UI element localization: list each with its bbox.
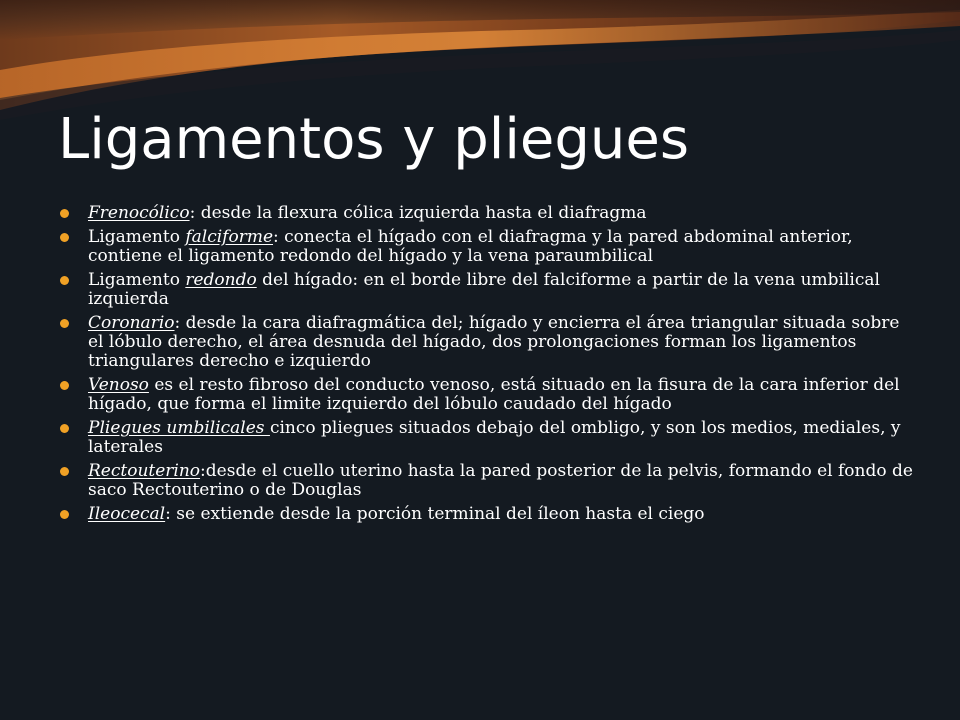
bullet-term: Pliegues umbilicales [88,418,270,438]
bullet-prefix: Ligamento [88,270,186,290]
orange-circle-bullet-icon [60,209,69,218]
bullet-list [60,204,920,529]
orange-circle-bullet-icon [60,424,69,433]
orange-circle-bullet-icon [60,233,69,242]
bullet-item-rectouterino [60,462,920,500]
orange-circle-bullet-icon [60,510,69,519]
bullet-text: : se extiende desde la porción terminal del íleon hasta el ciego [165,504,705,524]
bullet-item-falciforme [60,228,920,266]
bullet-term: Frenocólico [88,203,190,223]
bullet-item-pliegues-umbilicales [60,419,920,457]
orange-circle-bullet-icon [60,467,69,476]
bullet-term: redondo [185,270,257,290]
bullet-prefix: Ligamento [88,227,186,247]
bullet-text: cinco pliegues situados debajo del ombligo, y son los medios, mediales, y laterales [88,418,901,457]
orange-circle-bullet-icon [60,276,69,285]
bullet-term: Ileocecal [88,504,166,524]
bullet-text: del hígado: en el borde libre del falciforme a partir de la vena umbilical izquierda [88,270,880,309]
bullet-item-ileocecal [60,505,920,524]
bullet-item-venoso [60,376,920,414]
bullet-term: falciforme [185,227,273,247]
orange-circle-bullet-icon [60,319,69,328]
bullet-text: : conecta el hígado con el diafragma y la pared abdominal anterior, contiene el ligamento redondo del hígado y la vena paraumbilical [88,227,853,266]
slide-title: Ligamentos y pliegues [58,107,690,172]
bullet-text: es el resto fibroso del conducto venoso, está situado en la fisura de la cara inferior del hígado, que forma el limite izquierdo del lóbulo caudado del hígado [88,375,900,414]
bullet-text: : desde la cara diafragmática del; hígado y encierra el área triangular situada sobre el lóbulo derecho, el área desnuda del hígado, dos prolongaciones forman los ligamentos triangulares derecho e izquierdo [88,313,900,371]
bullet-item-frenocolico [60,204,920,223]
bullet-item-redondo [60,271,920,309]
bullet-text: :desde el cuello uterino hasta la pared posterior de la pelvis, formando el fondo de saco Rectouterino o de Douglas [88,461,913,500]
bullet-term: Rectouterino [88,461,201,481]
bullet-term: Venoso [88,375,149,395]
bullet-item-coronario [60,314,920,371]
bullet-term: Coronario [88,313,175,333]
orange-circle-bullet-icon [60,381,69,390]
bullet-text: : desde la flexura cólica izquierda hasta el diafragma [189,203,647,223]
